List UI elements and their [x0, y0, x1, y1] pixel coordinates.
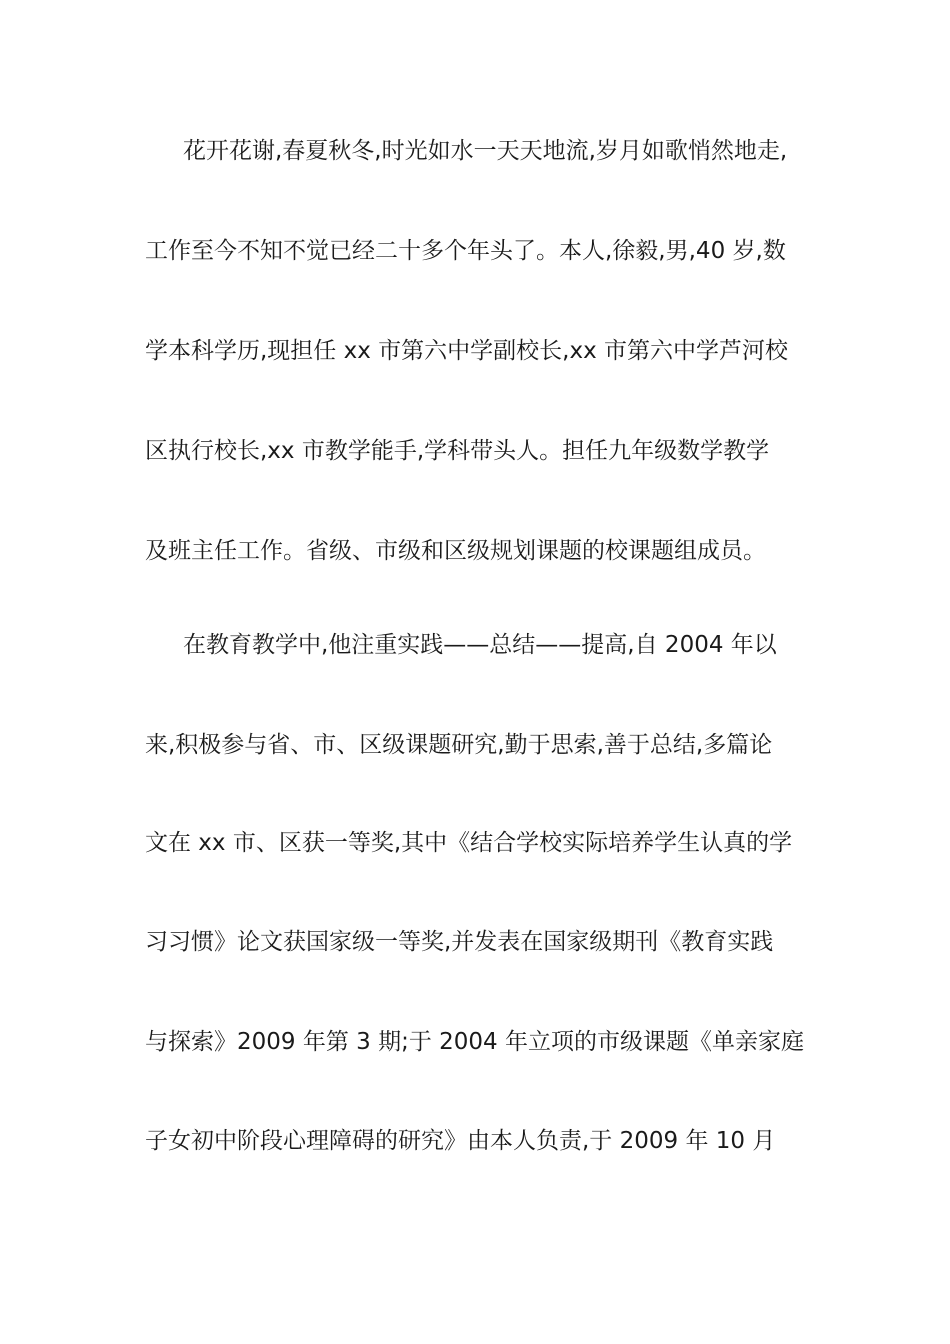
- paragraph-1-line-2: 工作至今不知不觉已经二十多个年头了。本人,徐毅,男,40 岁,数: [145, 238, 786, 264]
- paragraph-1-line-5: 及班主任工作。省级、市级和区级规划课题的校课题组成员。: [145, 538, 766, 564]
- paragraph-2-line-3: 文在 xx 市、区获一等奖,其中《结合学校实际培养学生认真的学: [145, 830, 793, 856]
- paragraph-1-line-1: 花开花谢,春夏秋冬,时光如水一天天地流,岁月如歌悄然地走,: [183, 138, 788, 164]
- paragraph-2-line-4: 习习惯》论文获国家级一等奖,并发表在国家级期刊《教育实践: [145, 929, 774, 955]
- paragraph-1-line-4: 区执行校长,xx 市教学能手,学科带头人。担任九年级数学教学: [145, 438, 770, 464]
- paragraph-2-line-6: 子女初中阶段心理障碍的研究》由本人负责,于 2009 年 10 月: [145, 1128, 776, 1154]
- paragraph-2-line-5: 与探索》2009 年第 3 期;于 2004 年立项的市级课题《单亲家庭: [145, 1029, 805, 1055]
- paragraph-1-line-3: 学本科学历,现担任 xx 市第六中学副校长,xx 市第六中学芦河校: [145, 338, 789, 364]
- paragraph-2-line-1: 在教育教学中,他注重实践——总结——提高,自 2004 年以: [183, 632, 777, 658]
- paragraph-2-line-2: 来,积极参与省、市、区级课题研究,勤于思索,善于总结,多篇论: [145, 732, 773, 758]
